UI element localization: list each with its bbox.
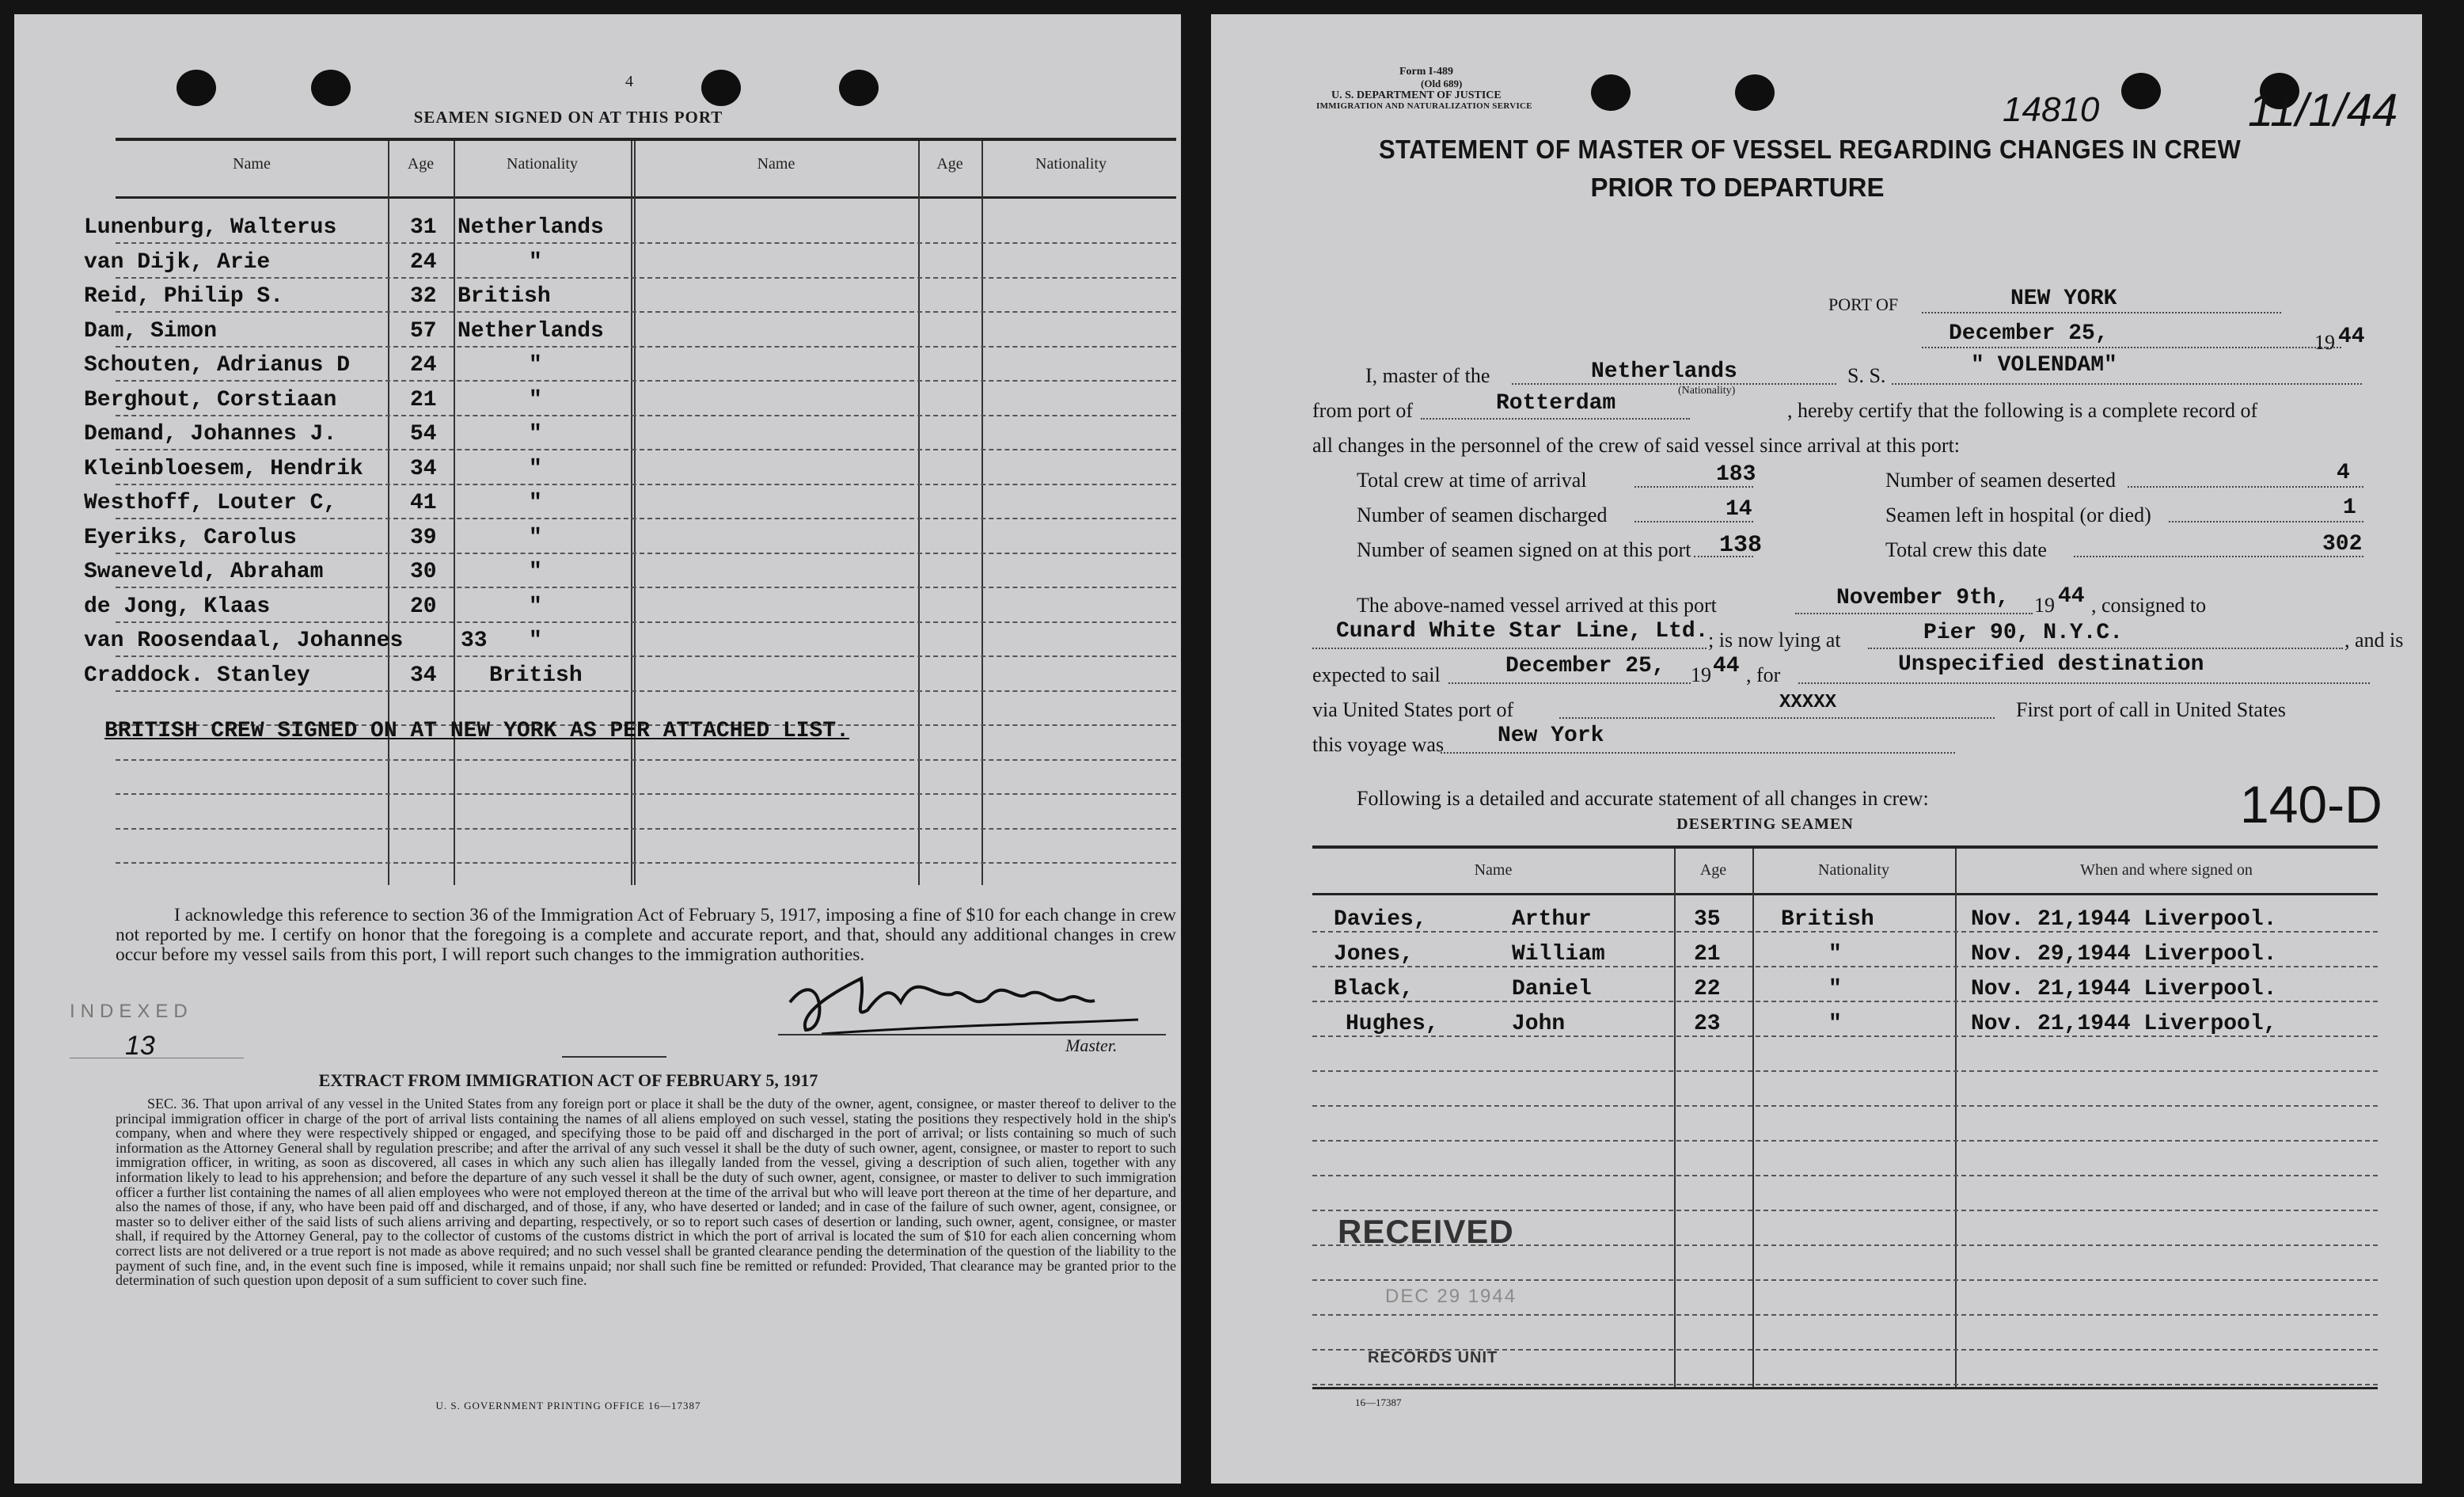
col-header-name: Name xyxy=(757,155,795,173)
blank-line xyxy=(1798,682,2370,684)
row-rule xyxy=(116,518,1176,519)
col-divider xyxy=(1674,849,1676,1387)
blank-line xyxy=(1559,717,1995,719)
row-rule xyxy=(1312,1210,2378,1211)
received-date-stamp: DEC 29 1944 xyxy=(1385,1286,1517,1307)
col-divider xyxy=(454,141,455,885)
blank-line xyxy=(1448,682,1691,684)
deserter-first-name: Daniel xyxy=(1512,977,1592,1001)
row-rule xyxy=(1312,1314,2378,1316)
col-header-nationality: Nationality xyxy=(507,155,578,173)
col-divider xyxy=(634,141,636,885)
row-rule xyxy=(116,242,1176,244)
discharged-value: 14 xyxy=(1726,497,1752,522)
deserter-last-name: Davies, xyxy=(1334,907,1427,932)
master-label: Master. xyxy=(1065,1035,1118,1055)
deserter-first-name: John xyxy=(1512,1012,1566,1036)
form-subtitle: PRIOR TO DEPARTURE xyxy=(1590,173,1885,202)
punch-hole xyxy=(839,70,879,106)
port-of-label: PORT OF xyxy=(1828,294,1899,314)
blank-line xyxy=(1922,312,2281,313)
row-rule xyxy=(116,828,1176,830)
punch-hole xyxy=(1735,74,1775,111)
crew-age: 30 xyxy=(410,560,437,584)
via-label: via United States port of xyxy=(1312,698,1514,721)
crew-name: van Dijk, Arie xyxy=(84,249,271,275)
col-divider xyxy=(981,141,983,885)
col-header-name: Name xyxy=(1474,861,1513,879)
master-signature xyxy=(774,955,1154,1042)
deserter-age: 22 xyxy=(1694,977,1721,1001)
deserter-signed-on: Nov. 29,1944 Liverpool. xyxy=(1971,942,2277,967)
crew-name: Dam, Simon xyxy=(84,318,218,344)
row-rule xyxy=(116,655,1176,657)
col-divider xyxy=(1752,849,1754,1387)
discharged-label: Number of seamen discharged xyxy=(1357,503,1608,526)
crew-age: 34 xyxy=(410,456,437,481)
crew-age: 21 xyxy=(410,387,437,412)
and-is-label: , and is xyxy=(2344,629,2404,652)
crew-nationality: " xyxy=(529,456,542,481)
row-rule xyxy=(116,553,1176,554)
crew-nationality: British xyxy=(489,663,583,688)
row-rule xyxy=(1312,1140,2378,1142)
row-rule xyxy=(116,311,1176,313)
crew-name: Eyeriks, Carolus xyxy=(84,525,297,550)
crew-name: Demand, Johannes J. xyxy=(84,422,337,446)
crew-age: 54 xyxy=(410,422,437,446)
crew-name: Craddock. Stanley xyxy=(84,663,310,688)
date-value: December 25, xyxy=(1949,321,2109,346)
punch-hole xyxy=(701,70,741,106)
crew-nationality: " xyxy=(529,491,542,515)
voyage-label: this voyage was xyxy=(1312,733,1445,756)
expected-label: expected to sail xyxy=(1312,663,1441,686)
row-rule xyxy=(116,484,1176,485)
punch-hole xyxy=(177,70,216,106)
destination-value: Unspecified destination xyxy=(1898,652,2204,677)
lying-value: Pier 90, N.Y.C. xyxy=(1923,621,2124,645)
total-arrival-value: 183 xyxy=(1716,462,1756,487)
row-rule xyxy=(1312,1105,2378,1107)
row-rule xyxy=(116,793,1176,795)
dotted-leader xyxy=(2128,486,2363,488)
crew-nationality: Netherlands xyxy=(457,215,604,240)
crew-age: 41 xyxy=(410,491,437,515)
crew-age: 31 xyxy=(410,215,437,240)
deserted-label: Number of seamen deserted xyxy=(1885,469,2116,492)
deserter-signed-on: Nov. 21,1944 Liverpool. xyxy=(1971,907,2277,932)
crew-age: 24 xyxy=(410,249,437,275)
form-title: STATEMENT OF MASTER OF VESSEL REGARDING CHANGES IN CREW xyxy=(1379,135,2242,164)
deserter-signed-on: Nov. 21,1944 Liverpool. xyxy=(1971,977,2277,1001)
deserter-signed-on: Nov. 21,1944 Liverpool, xyxy=(1971,1012,2277,1036)
blank-line xyxy=(1795,613,2033,614)
from-port-value: Rotterdam xyxy=(1496,391,1616,416)
short-rule xyxy=(562,1056,666,1058)
deserting-title: DESERTING SEAMEN xyxy=(1676,815,1854,833)
handwritten-date: 11/1/44 xyxy=(2248,85,2398,136)
table-bottom-rule xyxy=(1312,1387,2378,1389)
col-header-nationality: Nationality xyxy=(1035,155,1107,173)
deserter-first-name: William xyxy=(1512,942,1605,967)
row-rule xyxy=(116,862,1176,864)
row-rule xyxy=(116,380,1176,382)
printing-office-footer: U. S. GOVERNMENT PRINTING OFFICE 16—17387 xyxy=(435,1400,701,1412)
crew-name: de Jong, Klaas xyxy=(84,594,271,619)
row-rule xyxy=(116,759,1176,761)
deserter-last-name: Black, xyxy=(1334,977,1414,1001)
indexed-number: 13 xyxy=(125,1031,155,1061)
col-divider xyxy=(918,141,920,885)
crew-name: Berghout, Corstiaan xyxy=(84,387,337,412)
service-name: IMMIGRATION AND NATURALIZATION SERVICE xyxy=(1316,101,1532,111)
row-rule xyxy=(116,690,1176,692)
extract-title: EXTRACT FROM IMMIGRATION ACT OF FEBRUARY 5, 1917 xyxy=(318,1070,818,1090)
table-header-rule xyxy=(1312,893,2378,895)
blank-line xyxy=(1868,648,2343,649)
crew-age: 20 xyxy=(410,594,437,619)
row-rule xyxy=(1312,1070,2378,1072)
blank-line xyxy=(1892,383,2362,385)
from-port-label: from port of xyxy=(1312,399,1414,422)
total-date-label: Total crew this date xyxy=(1885,538,2047,561)
via-value: XXXXX xyxy=(1779,692,1837,713)
col-header-nationality: Nationality xyxy=(1818,861,1889,879)
col-divider xyxy=(1955,849,1957,1387)
page-number: 4 xyxy=(625,73,633,90)
punch-hole xyxy=(311,70,351,106)
crew-nationality: British xyxy=(457,284,551,309)
received-stamp: RECEIVED xyxy=(1338,1213,1514,1250)
row-rule xyxy=(116,277,1176,279)
ship-name: " VOLENDAM" xyxy=(1971,353,2117,378)
total-arrival-label: Total crew at time of arrival xyxy=(1357,469,1587,492)
row-rule xyxy=(116,587,1176,588)
crew-nationality: " xyxy=(529,560,542,584)
deserter-age: 23 xyxy=(1694,1012,1721,1036)
first-port-label: First port of call in United States xyxy=(2016,698,2286,721)
crew-name: Kleinbloesem, Hendrik xyxy=(84,456,363,481)
row-rule xyxy=(116,415,1176,416)
nationality-value: Netherlands xyxy=(1591,359,1737,384)
blank-line xyxy=(1922,347,2341,348)
deserter-first-name: Arthur xyxy=(1512,907,1592,932)
for-label: , for xyxy=(1746,663,1781,686)
old-form-number: (Old 689) xyxy=(1421,78,1463,89)
row-rule xyxy=(1312,1279,2378,1281)
records-unit-stamp: RECORDS UNIT xyxy=(1368,1349,1498,1366)
col-header-age: Age xyxy=(407,155,435,173)
indexed-stamp: INDEXED xyxy=(70,1001,193,1022)
acknowledgement-text: I acknowledge this reference to section 36 of the Immigration Act of February 5, 1917, imposing a fine of $10 for each change in crew not reported by me. I certify on honor that the foregoing is a complete and accurate report, and that, should any additional changes in crew occur before my vessel sails from this port, I will report such changes to the immigration authorities. xyxy=(116,905,1176,965)
port-value: NEW YORK xyxy=(2010,287,2117,311)
master-of-label: I, master of the xyxy=(1365,364,1490,387)
table-header-rule xyxy=(116,196,1176,199)
blank-line xyxy=(1421,418,1690,420)
arrived-year: 44 xyxy=(2058,584,2085,609)
crew-nationality: " xyxy=(529,249,542,275)
all-changes-text: all changes in the personnel of the crew of said vessel since arrival at this port: xyxy=(1312,434,1961,457)
crew-nationality: " xyxy=(529,629,542,653)
crew-name: Westhoff, Louter C, xyxy=(84,491,337,515)
crew-nationality: " xyxy=(529,594,542,619)
left-page xyxy=(14,14,1181,1484)
right-page xyxy=(1211,14,2422,1484)
handwritten-140d: 140-D xyxy=(2240,775,2382,834)
year-value: 44 xyxy=(2338,325,2365,349)
row-rule xyxy=(116,621,1176,623)
crew-nationality: Netherlands xyxy=(457,318,604,344)
crew-name: Swaneveld, Abraham xyxy=(84,560,324,584)
table-top-rule xyxy=(1312,845,2378,849)
year-prefix: 19 xyxy=(2314,331,2335,354)
punch-hole xyxy=(2121,73,2161,109)
crew-age: 33 xyxy=(461,629,488,653)
consigned-label: , consigned to xyxy=(2091,594,2207,617)
punch-hole xyxy=(1591,74,1631,111)
row-rule xyxy=(116,346,1176,348)
crew-age: 39 xyxy=(410,525,437,550)
col-divider xyxy=(388,141,389,885)
crew-nationality: " xyxy=(529,525,542,550)
consignee-value: Cunard White Star Line, Ltd. xyxy=(1336,619,1709,644)
hospital-label: Seamen left in hospital (or died) xyxy=(1885,503,2151,526)
ss-label: S. S. xyxy=(1847,364,1886,387)
extract-text: SEC. 36. That upon arrival of any vessel in the United States from any foreign port or place it shall be the duty of the owner, agent, consignee, or master thereof to deliver to the principal immigration officer in charge of the port of arrival lists containing the names of all aliens employed on such vessel, stating the positions they respectively hold in the ship's company, when and where they were respectively shipped or engaged, and specifying those to be paid off and discharged in the port of arrival; or lists containing so much of such information as the Attorney General shall by regulation prescribe; and after the arrival of any such vessel it shall be the duty of such owner, agent, consignee, or master to report to such immigration officer, in writing, as soon as discovered, all cases in which any such alien has illegally landed from the vessel, giving a description of such alien, together with any information likely to lead to his apprehension; and before the departure of any such vessel it shall be the duty of such owner, agent, consignee, or master to deliver to such immigration officer a further list containing the names of all alien employees who were not employed thereon at the time of the arrival but who will leave port thereon at the time of her departure, and also the names of those, if any, who have been paid off and discharged, and of those, if any, who have deserted or landed; and in case of the failure of such owner, agent, consignee, or master so to deliver either of the said lists of such aliens arriving and departing, respectively, or so to report such cases of desertion or landing, such owner, agent, consignee, or master shall, if required by the Attorney General, pay to the collector of customs of the customs district in which the port of arrival is located the sum of $10 for each alien concerning whom correct lists are not delivered or a true report is not made as above required; and no such vessel shall be granted clearance pending the determination of the question of the liability to the payment of such fine, and, in the event such fine is imposed, while it remains unpaid; nor shall such fine be remitted or refunded: Provided, That clearance may be granted prior to the determination of such question upon deposit of a sum sufficient to cover such fine. xyxy=(116,1096,1176,1289)
handwritten-number: 14810 xyxy=(2003,90,2100,129)
certify-text: , hereby certify that the following is a complete record of xyxy=(1787,399,2258,422)
deserter-nationality: " xyxy=(1828,977,1842,1001)
british-crew-note: BRITISH CREW SIGNED ON AT NEW YORK AS PER ATTACHED LIST. xyxy=(104,719,849,743)
crew-name: van Roosendaal, Johannes xyxy=(84,629,404,653)
crew-nationality: " xyxy=(529,387,542,412)
crew-nationality: " xyxy=(529,353,542,378)
crew-age: 32 xyxy=(410,284,437,309)
following-text: Following is a detailed and accurate statement of all changes in crew: xyxy=(1357,787,1929,810)
crew-age: 34 xyxy=(410,663,437,688)
blank-line xyxy=(1441,752,1955,754)
col-divider xyxy=(631,141,632,885)
arrived-label: The above-named vessel arrived at this port xyxy=(1357,594,1717,617)
crew-age: 57 xyxy=(410,318,437,344)
year-prefix: 19 xyxy=(1691,663,1711,686)
row-rule xyxy=(116,449,1176,450)
nationality-caption: (Nationality) xyxy=(1678,385,1736,397)
col-header-when-where: When and where signed on xyxy=(2080,861,2253,879)
total-date-value: 302 xyxy=(2322,532,2363,557)
row-rule xyxy=(1312,1175,2378,1176)
col-header-age: Age xyxy=(1699,861,1727,879)
deserted-value: 4 xyxy=(2337,461,2350,485)
dotted-leader xyxy=(2074,556,2363,557)
lying-label: ; is now lying at xyxy=(1708,629,1841,652)
arrived-value: November 9th, xyxy=(1836,586,2010,610)
dotted-leader xyxy=(2169,521,2363,522)
deserter-age: 21 xyxy=(1694,942,1721,967)
table-top-rule xyxy=(116,138,1176,141)
crew-nationality: " xyxy=(529,422,542,446)
year-prefix: 19 xyxy=(2034,594,2055,617)
blank-line xyxy=(1312,648,1707,649)
hospital-value: 1 xyxy=(2343,496,2356,520)
deserter-nationality: " xyxy=(1828,942,1842,967)
form-number: Form I-489 xyxy=(1399,66,1454,78)
crew-name: Lunenburg, Walterus xyxy=(84,215,337,240)
voyage-value: New York xyxy=(1498,724,1604,748)
signed-on-label: Number of seamen signed on at this port xyxy=(1357,538,1691,561)
row-rule xyxy=(1312,1384,2378,1385)
signed-on-value: 138 xyxy=(1719,532,1763,559)
deserter-nationality: " xyxy=(1828,1012,1842,1036)
crew-age: 24 xyxy=(410,353,437,378)
expected-year: 44 xyxy=(1713,654,1740,678)
deserter-nationality: British xyxy=(1781,907,1874,932)
deserter-last-name: Hughes, xyxy=(1346,1012,1439,1036)
crew-name: Reid, Philip S. xyxy=(84,284,284,309)
section-title: SEAMEN SIGNED ON AT THIS PORT xyxy=(413,108,723,127)
crew-name: Schouten, Adrianus D xyxy=(84,353,351,378)
form-footer: 16—17387 xyxy=(1355,1396,1402,1408)
col-header-age: Age xyxy=(936,155,963,173)
expected-value: December 25, xyxy=(1505,654,1665,678)
col-header-name: Name xyxy=(233,155,271,173)
deserter-age: 35 xyxy=(1694,907,1721,932)
department: U. S. DEPARTMENT OF JUSTICE xyxy=(1331,89,1502,101)
deserter-last-name: Jones, xyxy=(1334,942,1414,967)
